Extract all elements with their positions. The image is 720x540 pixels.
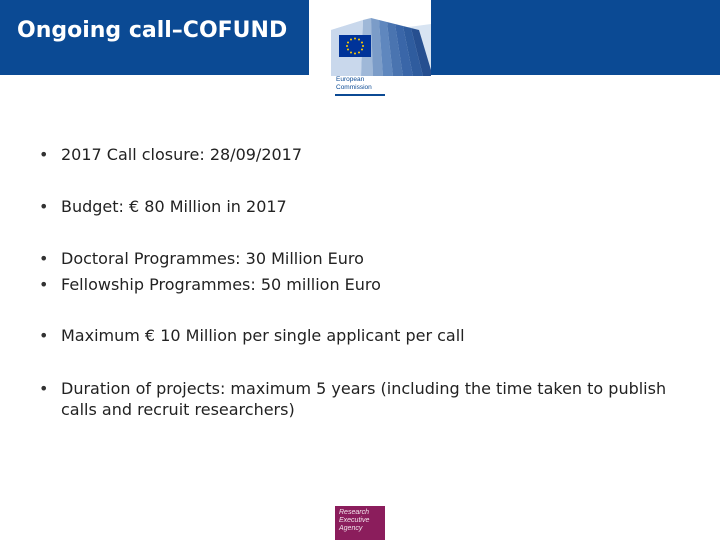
bullet-marker: • bbox=[39, 249, 49, 268]
ec-logo-underline bbox=[335, 94, 385, 96]
ec-logo-caption bbox=[336, 76, 396, 91]
ec-building-icon bbox=[309, 0, 431, 76]
bullet-item bbox=[39, 378, 689, 420]
bullet-text-fellowship: Fellowship Programmes: 50 million Euro bbox=[61, 275, 381, 294]
bullet-text-call-closure: 2017 Call closure: 28/09/2017 bbox=[61, 145, 303, 164]
rea-logo-line1: Research bbox=[339, 509, 369, 516]
european-commission-logo bbox=[309, 0, 431, 100]
bullet-item bbox=[39, 144, 689, 165]
bullet-marker: • bbox=[39, 145, 49, 164]
bullet-marker: • bbox=[39, 379, 49, 398]
slide-title: Ongoing call–COFUND bbox=[17, 18, 288, 43]
ec-caption-line2: Commission bbox=[336, 83, 372, 91]
bullet-text-duration: Duration of projects: maximum 5 years (including the time taken to publish calls and recruit researchers) bbox=[61, 379, 667, 419]
bullet-marker: • bbox=[39, 197, 49, 216]
bullet-item bbox=[39, 248, 689, 269]
bullet-text-budget: Budget: € 80 Million in 2017 bbox=[61, 197, 287, 216]
rea-logo-text bbox=[335, 506, 385, 533]
bullet-text-doctoral: Doctoral Programmes: 30 Million Euro bbox=[61, 249, 364, 268]
bullet-marker: • bbox=[39, 275, 49, 294]
bullet-item bbox=[39, 325, 689, 346]
rea-logo-line3: Agency bbox=[339, 525, 363, 532]
bullet-item bbox=[39, 274, 689, 295]
rea-logo-line2: Executive bbox=[339, 517, 370, 524]
research-executive-agency-logo bbox=[335, 506, 385, 540]
bullet-text-maximum: Maximum € 10 Million per single applicant per call bbox=[61, 326, 465, 345]
ec-caption-line1: European bbox=[336, 76, 365, 83]
bullet-marker: • bbox=[39, 326, 49, 345]
bullet-item bbox=[39, 196, 689, 217]
